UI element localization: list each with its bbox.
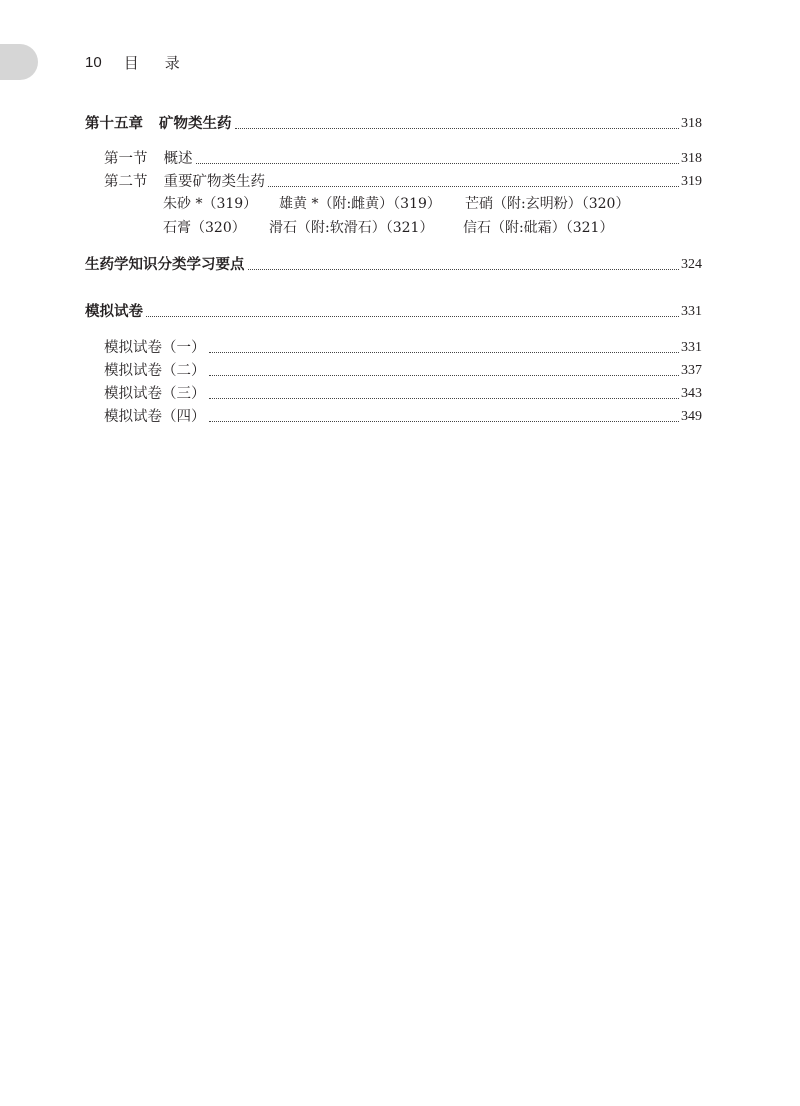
dot-leader <box>248 269 680 270</box>
toc-entry-label: 模拟试卷 <box>85 304 143 320</box>
dot-leader <box>209 352 680 353</box>
dot-leader <box>268 186 679 187</box>
toc-page-number: 337 <box>681 363 702 378</box>
dot-leader <box>209 375 680 376</box>
toc-page-number: 318 <box>681 151 702 166</box>
toc-entry-key-points[interactable] <box>85 253 702 275</box>
toc-entry-label: 第一节 概述 <box>104 151 193 167</box>
toc-page-number: 349 <box>681 409 702 424</box>
header-title: 目录 <box>123 53 206 72</box>
drug-item[interactable]: 芒硝（附:玄明粉）（320） <box>465 196 630 212</box>
drug-item[interactable]: 滑石（附:软滑石）（321） <box>269 220 434 236</box>
page-number: 10 <box>85 53 102 71</box>
drug-item[interactable]: 雄黄 *（附:雌黄）（319） <box>279 196 441 212</box>
toc-entry-label: 模拟试卷（一） <box>104 340 206 356</box>
toc-entry-mock-paper-1[interactable] <box>104 336 702 358</box>
toc-entry-label: 第十五章 矿物类生药 <box>85 116 232 132</box>
toc-entry-label: 模拟试卷（三） <box>104 386 206 402</box>
toc-entry-chapter15[interactable] <box>85 112 702 134</box>
toc-entry-mock-exams[interactable] <box>85 300 702 322</box>
running-head <box>85 52 206 72</box>
drug-item[interactable]: 石膏（320） <box>163 220 246 236</box>
dot-leader <box>196 163 680 164</box>
drug-item[interactable]: 朱砂 *（319） <box>163 196 258 212</box>
toc-entry-label: 模拟试卷（四） <box>104 409 206 425</box>
toc-page-number: 318 <box>681 116 702 131</box>
toc-entry-label: 模拟试卷（二） <box>104 363 206 379</box>
dot-leader <box>146 316 679 317</box>
dot-leader <box>235 128 680 129</box>
toc-page-number: 331 <box>681 304 702 319</box>
toc-page-number: 319 <box>681 174 702 189</box>
toc-entry-section1[interactable] <box>104 147 702 169</box>
toc-entry-section2[interactable] <box>104 170 702 192</box>
toc-page-number: 331 <box>681 340 702 355</box>
toc-entry-label: 第二节 重要矿物类生药 <box>104 174 265 190</box>
toc-entry-mock-paper-3[interactable] <box>104 382 702 404</box>
dot-leader <box>209 398 680 399</box>
drug-item[interactable]: 信石（附:砒霜）（321） <box>463 220 614 236</box>
toc-entry-mock-paper-4[interactable] <box>104 405 702 427</box>
toc-page-number: 324 <box>681 257 702 272</box>
toc-entry-mock-paper-2[interactable] <box>104 359 702 381</box>
dot-leader <box>209 421 680 422</box>
toc-page-number: 343 <box>681 386 702 401</box>
edge-tab <box>0 44 38 80</box>
toc-entry-label: 生药学知识分类学习要点 <box>85 257 245 273</box>
